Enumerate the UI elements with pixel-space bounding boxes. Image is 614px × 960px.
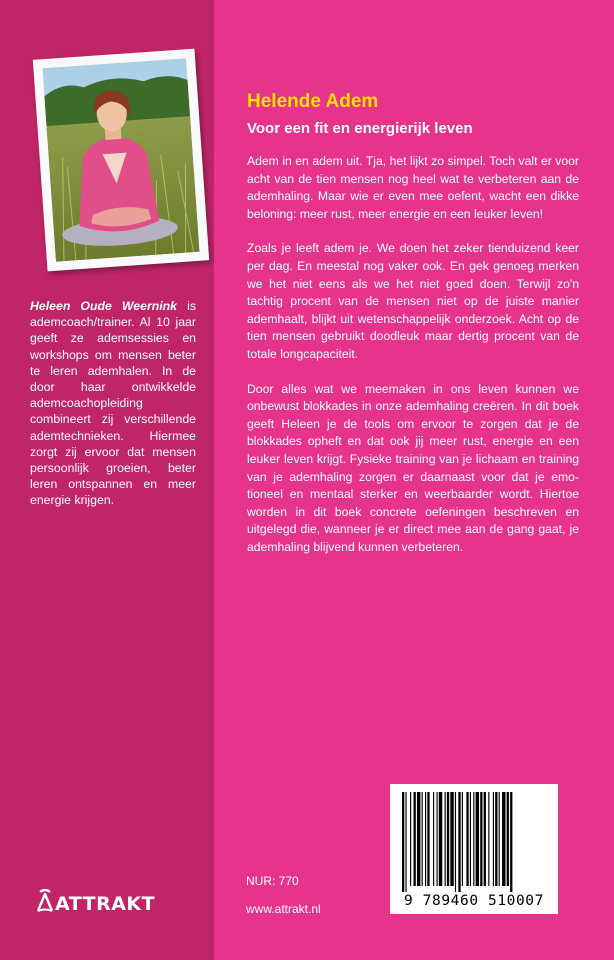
blurb-paragraph: Zoals je leeft adem je. We doen het zeker tienduizend keer per dag. En meestal nog vaker ook. En gek genoeg merken we het niet eens als we het niet goed doen. Terwijl zo'n tachtig procent van de mensen niet op de juiste manier ademhaalt, blijkt uit wetenschappelijk onderzoek. Acht op de tien mensen gebruikt doodleuk maar dertig procent van de totale longcapaciteit. <box>247 241 579 361</box>
barcode-icon <box>390 784 558 894</box>
barcode-bar <box>450 792 453 886</box>
barcode-bar <box>458 792 460 892</box>
barcode-bar <box>425 792 426 886</box>
barcode-bar <box>495 792 497 886</box>
barcode-bar <box>402 792 404 892</box>
blurb-paragraph: Door alles wat we meemaken in ons leven kunnen we onbewust blokkades in onze ademhaling creëren. In dit boek geeft Heleen je de tools om ervoor te zorgen dat je de blokkades opheft en dat ook jij meer rust, energie en een leuker leven krijgt. Fysieke training van je lichaam en training van je ademhaling zorgen er daarnaast voor dat je emotioneel en mentaal sterker en weerbaarder wordt. Hiertoe worden in dit boek concrete oefeningen beschreven en uitgelegd die, wanneer je er direct mee aan de gang gaat, je ademhaling blijvend kunnen verbeteren. <box>247 381 579 554</box>
portrait-photo-icon <box>42 58 199 262</box>
barcode-bar <box>507 792 509 886</box>
barcode-bar <box>499 792 500 886</box>
publisher-name: ATTRAKT <box>55 892 156 915</box>
isbn-barcode <box>390 784 558 914</box>
barcode-bar <box>470 792 471 886</box>
barcode-bar <box>422 792 423 886</box>
left-panel <box>0 0 214 960</box>
barcode-bar <box>493 792 494 886</box>
book-title: Helende Adem <box>247 91 379 112</box>
publisher-logo <box>36 889 155 918</box>
nur-code: NUR: 770 <box>246 874 299 888</box>
barcode-bar <box>502 792 505 886</box>
barcode-bar <box>414 792 416 886</box>
barcode-bar <box>473 792 474 886</box>
barcode-bar <box>427 792 429 886</box>
blurb-paragraph: Adem in en adem uit. Tja, het lijkt zo simpel. Toch valt er voor acht van de tien mensen nog heel wat te verbeteren aan de ademhaling. Maar wie er even mee oefent, wacht een dikke beloning: meer rust, meer energie en een leuker leven! <box>247 154 579 221</box>
author-photo <box>33 49 209 272</box>
barcode-bar <box>484 792 486 886</box>
barcode-bar <box>439 792 442 886</box>
barcode-bar <box>480 792 482 886</box>
barcode-bar <box>447 792 449 886</box>
barcode-bar <box>488 792 489 886</box>
barcode-bar <box>476 792 479 886</box>
publisher-url: www.attrakt.nl <box>246 902 321 916</box>
author-bio-text: is ademcoach/trainer. Al 10 jaar geeft ze ademsessies en workshops om mensen beter te leren ademhalen. In de door haar ontwikkelde ademcoachopleiding combineert zij verschillende ademtechnieken. Hiermee zorgt zij ervoor dat mensen persoonlijk groeien, beter leren ontspannen en meer energie krijgen. <box>30 299 196 508</box>
barcode-bar <box>405 792 406 892</box>
barcode-bar <box>455 792 456 892</box>
blurb <box>247 153 579 573</box>
barcode-bar <box>410 792 411 886</box>
barcode-bar <box>462 792 463 886</box>
barcode-bar <box>417 792 420 886</box>
book-subtitle: Voor een fit en energierijk leven <box>247 120 473 137</box>
barcode-bar <box>433 792 434 886</box>
author-name: Heleen Oude Weernink <box>30 299 178 313</box>
author-bio <box>30 298 196 509</box>
isbn-number: 9 789460 510007 <box>404 893 544 909</box>
attrakt-logo-icon <box>36 889 54 918</box>
barcode-bar <box>437 792 438 886</box>
barcode-bar <box>445 792 446 886</box>
barcode-bar <box>466 792 468 886</box>
barcode-bar <box>510 792 512 892</box>
